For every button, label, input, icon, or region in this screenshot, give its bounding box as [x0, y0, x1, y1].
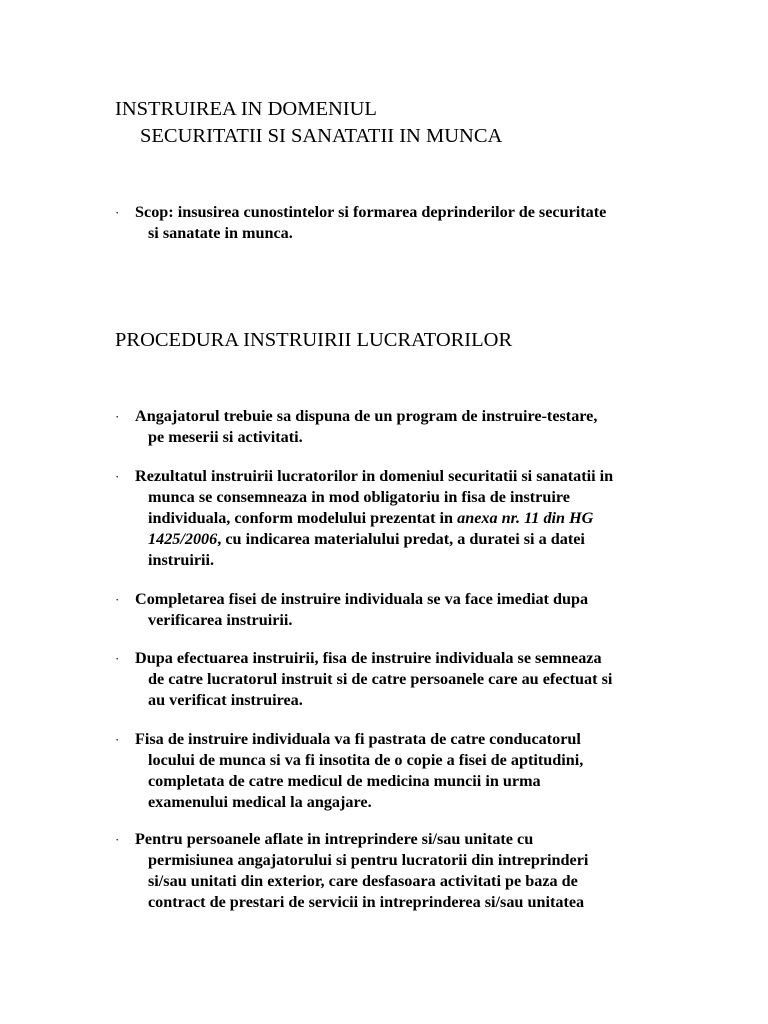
scope-line: si sanatate in munca.	[148, 224, 293, 242]
list-item-line: examenului medical la angajare.	[148, 793, 372, 811]
list-item-line: Rezultatul instruirii lucratorilor in domeniul securitatii si sanatatii in	[135, 467, 614, 485]
document-title	[115, 96, 502, 150]
text-run: , cu indicarea materialului predat, a duratei si a datei	[217, 530, 585, 548]
legal-reference: 1425/2006	[148, 530, 218, 548]
section-heading: PROCEDURA INSTRUIRII LUCRATORILOR	[115, 329, 513, 351]
list-item-line	[115, 529, 660, 550]
list-item	[115, 406, 660, 448]
list-item-line: locului de munca si va fi insotita de o copie a fisei de aptitudini,	[148, 751, 584, 769]
list-item-line: Angajatorul trebuie sa dispuna de un program de instruire-testare,	[135, 407, 598, 425]
list-item-line: au verificat instruirea.	[148, 691, 303, 709]
list-item	[115, 829, 660, 913]
list-item-line: de catre lucratorul instruit si de catre persoanele care au efectuat si	[148, 670, 613, 688]
list-item-line: Fisa de instruire individuala va fi pastrata de catre conducatorul	[135, 730, 581, 748]
list-item-line: Pentru persoanele aflate in intreprindere si/sau unitate cu	[135, 830, 534, 848]
bullet-marker: ·	[115, 832, 120, 847]
bullet-marker: ·	[115, 409, 120, 424]
list-item	[115, 648, 660, 711]
scope-paragraph	[115, 202, 660, 244]
bullet-marker: ·	[115, 651, 120, 666]
bullet-marker: ·	[115, 592, 120, 607]
list-item	[115, 589, 660, 631]
list-item-line: munca se consemneaza in mod obligatoriu in fisa de instruire	[148, 488, 570, 506]
list-item-line: Dupa efectuarea instruirii, fisa de instruire individuala se semneaza	[135, 649, 602, 667]
list-item-line: si/sau unitati din exterior, care desfasoara activitati pe baza de	[148, 872, 578, 890]
list-item	[115, 729, 660, 813]
list-item-line: permisiunea angajatorului si pentru lucratorii din intreprinderi	[148, 851, 589, 869]
bullet-marker: ·	[115, 469, 120, 484]
list-item-line: contract de prestari de servicii in intreprinderea si/sau unitatea	[148, 893, 585, 911]
title-line-1: INSTRUIREA IN DOMENIUL	[115, 98, 377, 120]
title-line-2: SECURITATII SI SANATATII IN MUNCA	[140, 125, 503, 147]
list-item-line: instruirii.	[148, 551, 215, 569]
list-item	[115, 466, 660, 571]
list-item-line: completata de catre medicul de medicina muncii in urma	[148, 772, 541, 790]
list-item-line: Completarea fisei de instruire individuala se va face imediat dupa	[135, 590, 589, 608]
list-item-line: verificarea instruirii.	[148, 611, 293, 629]
text-run: individuala, conform modelului prezentat in	[148, 509, 458, 527]
list-item-line: pe meserii si activitati.	[148, 428, 303, 446]
scope-line: Scop: insusirea cunostintelor si formarea deprinderilor de securitate	[135, 203, 607, 221]
bullet-marker: ·	[115, 732, 120, 747]
legal-reference: anexa nr. 11 din HG	[457, 509, 594, 527]
list-item-line	[115, 508, 660, 529]
bullet-marker: ·	[115, 205, 120, 220]
